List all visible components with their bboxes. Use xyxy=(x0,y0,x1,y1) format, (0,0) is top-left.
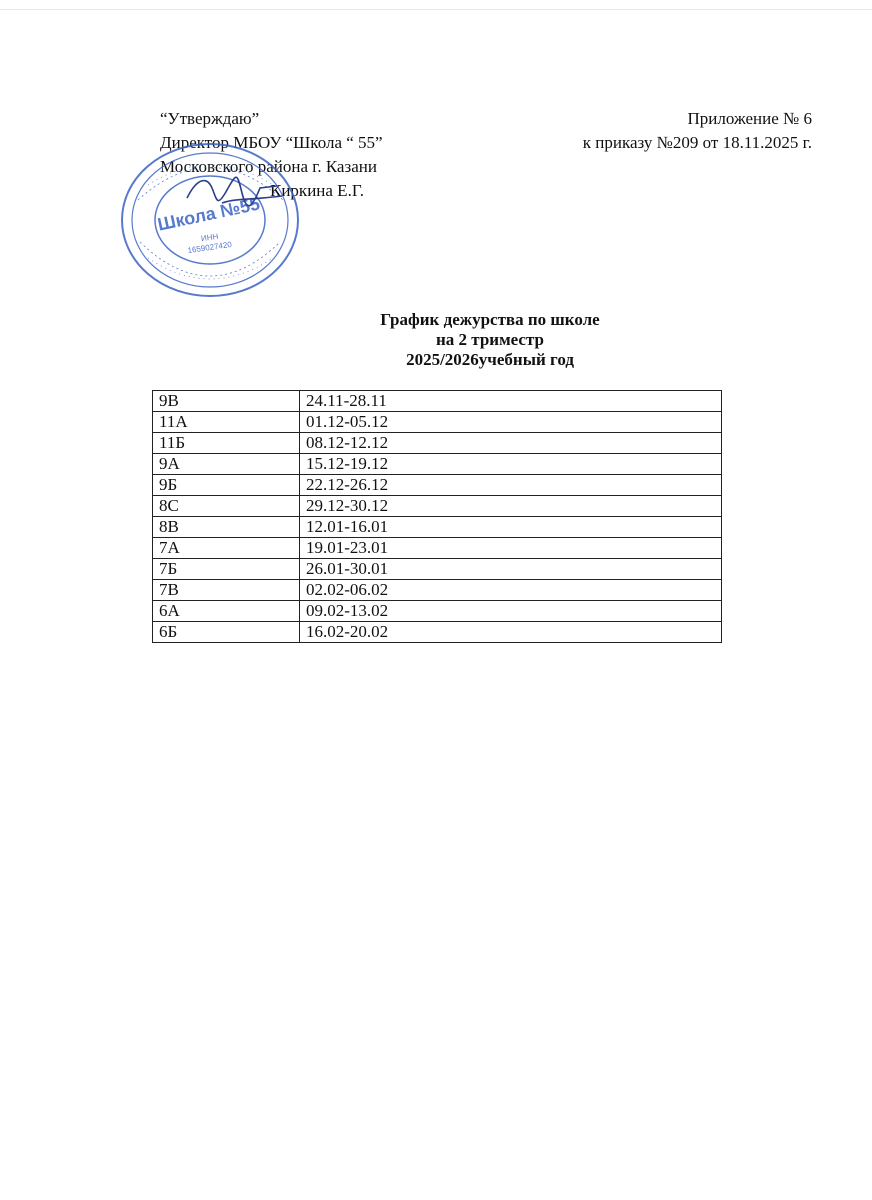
approval-signatory: Киркина Е.Г. xyxy=(270,181,364,200)
dates-cell: 08.12-12.12 xyxy=(300,433,722,454)
dates-cell: 12.01-16.01 xyxy=(300,517,722,538)
appendix-order: к приказу №209 от 18.11.2025 г. xyxy=(582,133,812,152)
class-cell: 8В xyxy=(153,517,300,538)
stamp-inn-label: ИНН xyxy=(200,231,219,244)
class-cell: 7А xyxy=(153,538,300,559)
approval-heading: “Утверждаю” xyxy=(160,109,260,128)
table-row xyxy=(153,412,722,433)
dates-cell: 22.12-26.12 xyxy=(300,475,722,496)
handwritten-signature xyxy=(182,168,287,218)
table-row xyxy=(153,622,722,643)
class-cell: 6Б xyxy=(153,622,300,643)
table-row xyxy=(153,496,722,517)
title-line-3: 2025/2026учебный год xyxy=(406,350,574,369)
dates-cell: 15.12-19.12 xyxy=(300,454,722,475)
appendix-number: Приложение № 6 xyxy=(687,109,812,128)
document-title xyxy=(250,310,730,370)
approval-district: Московского района г. Казани xyxy=(160,157,377,176)
table-row xyxy=(153,391,722,412)
scan-edge-line xyxy=(0,9,872,10)
stamp-inn-number: 1659027420 xyxy=(186,239,233,256)
table-row xyxy=(153,580,722,601)
class-cell: 6А xyxy=(153,601,300,622)
duty-schedule-table xyxy=(152,390,722,643)
approval-position: Директор МБОУ “Школа “ 55” xyxy=(160,133,383,152)
table-row xyxy=(153,517,722,538)
table-row xyxy=(153,433,722,454)
class-cell: 7Б xyxy=(153,559,300,580)
table-row xyxy=(153,538,722,559)
dates-cell: 16.02-20.02 xyxy=(300,622,722,643)
class-cell: 9В xyxy=(153,391,300,412)
class-cell: 11А xyxy=(153,412,300,433)
title-line-2: на 2 триместр xyxy=(436,330,544,349)
appendix-block xyxy=(540,107,812,155)
dates-cell: 19.01-23.01 xyxy=(300,538,722,559)
dates-cell: 24.11-28.11 xyxy=(300,391,722,412)
dates-cell: 29.12-30.12 xyxy=(300,496,722,517)
stamp-center-text: Школа №55 xyxy=(155,193,262,235)
class-cell: 7В xyxy=(153,580,300,601)
school-stamp xyxy=(118,140,303,300)
class-cell: 11Б xyxy=(153,433,300,454)
class-cell: 9Б xyxy=(153,475,300,496)
dates-cell: 01.12-05.12 xyxy=(300,412,722,433)
dates-cell: 26.01-30.01 xyxy=(300,559,722,580)
table-row xyxy=(153,559,722,580)
class-cell: 9А xyxy=(153,454,300,475)
class-cell: 8С xyxy=(153,496,300,517)
dates-cell: 09.02-13.02 xyxy=(300,601,722,622)
table-row xyxy=(153,475,722,496)
dates-cell: 02.02-06.02 xyxy=(300,580,722,601)
table-row xyxy=(153,454,722,475)
table-row xyxy=(153,601,722,622)
title-line-1: График дежурства по школе xyxy=(380,310,600,329)
